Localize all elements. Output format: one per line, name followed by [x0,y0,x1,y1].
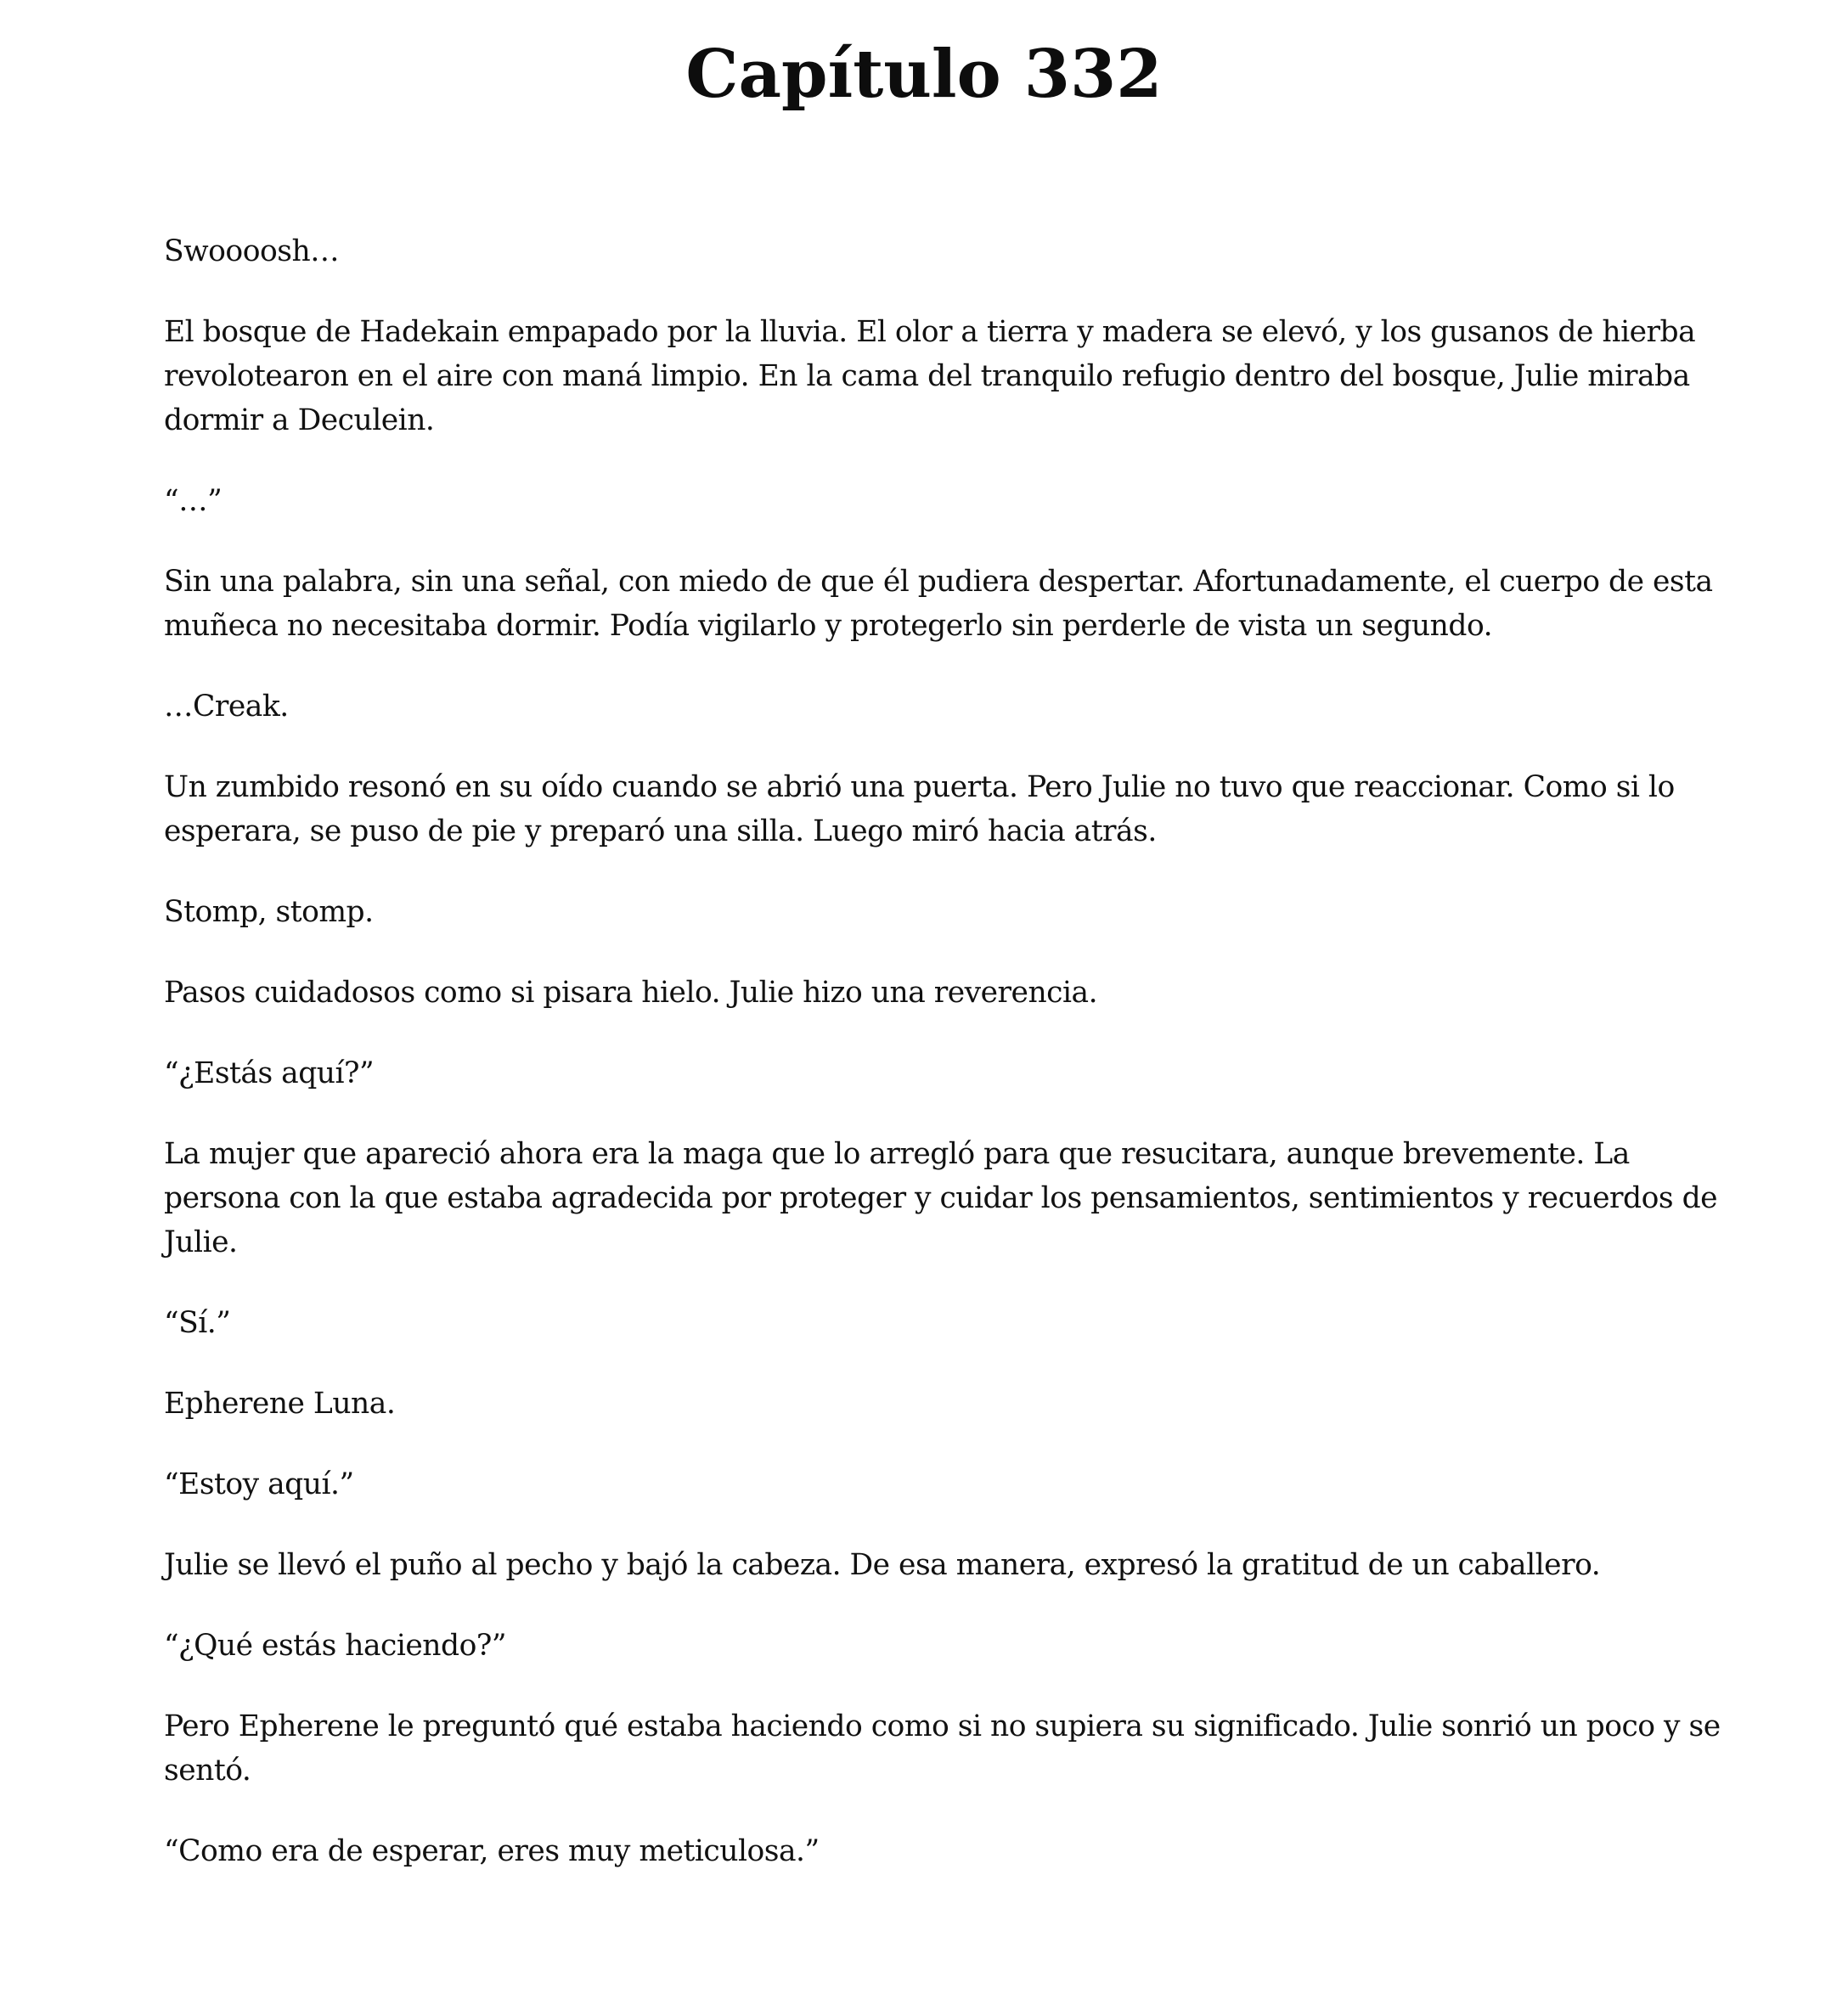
paragraph: “Como era de esperar, eres muy meticulosa.” [164,1834,820,1868]
paragraph: Pasos cuidadosos como si pisara hielo. Julie hizo una reverencia. [164,976,1098,1010]
paragraph: Swoooosh… [164,234,340,268]
paragraph: Julie se llevó el puño al pecho y bajó la cabeza. De esa manera, expresó la gratitud de un caballero. [164,1548,1601,1582]
paragraph: “Estoy aquí.” [164,1467,354,1501]
paragraph: “¿Estás aquí?” [164,1056,375,1090]
paragraph: “…” [164,484,223,518]
paragraph: La mujer que apareció ahora era la maga que lo arregló para que resucitara, aunque brevemente. La persona con la que estaba agradecida por proteger y cuidar los pensamientos, sentimientos y recuerdos de Julie. [164,1137,1718,1259]
paragraph: Pero Epherene le preguntó qué estaba haciendo como si no supiera su significado. Julie sonrió un poco y se sentó. [164,1709,1721,1788]
paragraph: “Sí.” [164,1306,231,1340]
paragraph: “¿Qué estás haciendo?” [164,1629,507,1663]
paragraph: Stomp, stomp. [164,895,374,929]
paragraph: Un zumbido resonó en su oído cuando se abrió una puerta. Pero Julie no tuvo que reaccionar. Como si lo esperara, se puso de pie y preparó una silla. Luego miró hacia atrás. [164,770,1675,848]
paragraph: El bosque de Hadekain empapado por la lluvia. El olor a tierra y madera se elevó, y los gusanos de hierba revolotearon en el aire con maná limpio. En la cama del tranquilo refugio dentro del bosque, Julie miraba dormir a Deculein. [164,315,1696,437]
paragraph: …Creak. [164,690,289,724]
chapter-body [164,229,1744,1910]
paragraph: Epherene Luna. [164,1387,396,1421]
chapter-title: Capítulo 332 [685,36,1163,113]
paragraph: Sin una palabra, sin una señal, con miedo de que él pudiera despertar. Afortunadamente, el cuerpo de esta muñeca no necesitaba dormir. Podía vigilarlo y protegerlo sin perderle de vista un segundo. [164,565,1713,643]
